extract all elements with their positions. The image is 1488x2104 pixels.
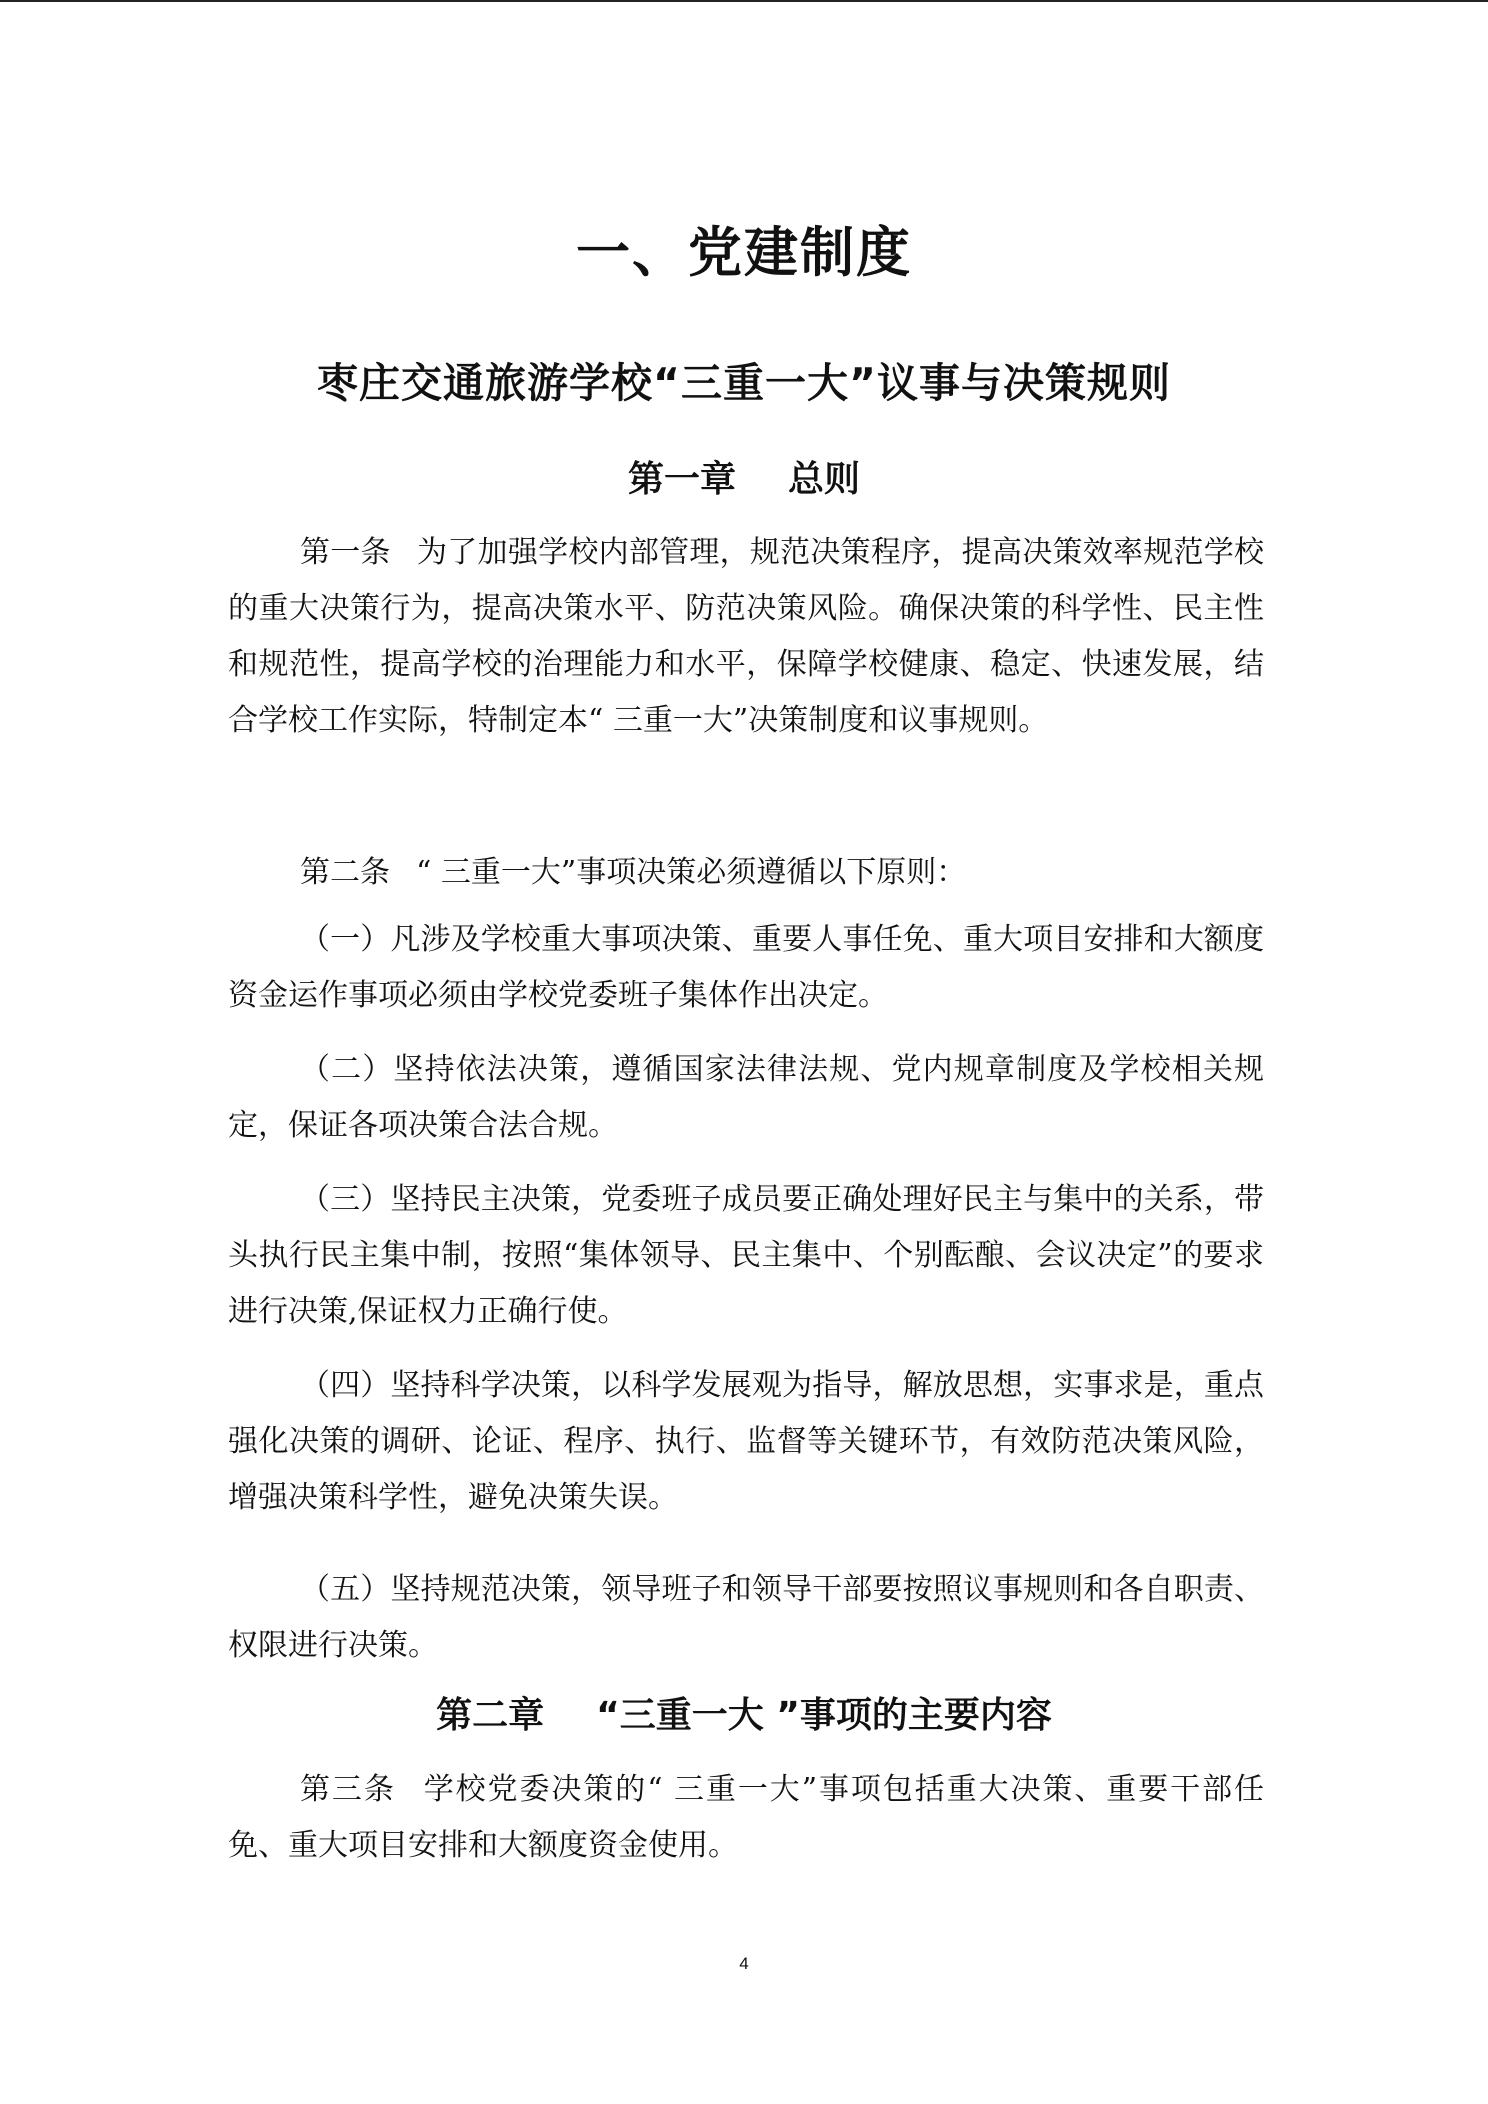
article-3-label: 第三条: [300, 1772, 396, 1807]
chapter-1-name: 总则: [788, 459, 861, 500]
principle-2: （二）坚持依法决策，遵循国家法律法规、党内规章制度及学校相关规定，保证各项决策合法合规。: [228, 1052, 1264, 1143]
principle-5: （五）坚持规范决策，领导班子和领导干部要按照议事规则和各自职责、权限进行决策。: [228, 1572, 1264, 1663]
section-title: 一、党建制度: [576, 221, 912, 284]
chapter-2-number: 第二章: [436, 1695, 545, 1736]
document-title: 枣庄交通旅游学校“三重一大”议事与决策规则: [317, 359, 1171, 407]
top-border-line: [0, 0, 1488, 2]
article-2-label: 第二条: [300, 855, 390, 890]
principle-3: （三）坚持民主决策，党委班子成员要正确处理好民主与集中的关系，带头执行民主集中制，按照“集体领导、民主集中、个别酝酿、会议决定”的要求进行决策,保证权力正确行使。: [228, 1182, 1264, 1329]
article-3: [228, 1762, 1264, 1874]
article-1: [228, 525, 1264, 749]
principle-4: （四）坚持科学决策，以科学发展观为指导，解放思想，实事求是，重点强化决策的调研、论证、程序、执行、监督等关键环节，有效防范决策风险，增强决策科学性，避免决策失误。: [228, 1368, 1264, 1515]
article-2: [228, 845, 1264, 901]
page-number: 4: [739, 1954, 749, 1973]
article-3-text: 学校党委决策的“ 三重一大”事项包括重大决策、重要干部任免、重大项目安排和大额度资金使用。: [228, 1772, 1264, 1863]
chapter-1-number: 第一章: [627, 459, 736, 500]
chapter-2-name: “三重一大 ”事项的主要内容: [596, 1695, 1052, 1736]
chapter-1-heading: [0, 455, 1488, 505]
principle-1: （一）凡涉及学校重大事项决策、重要人事任免、重大项目安排和大额度资金运作事项必须由学校党委班子集体作出决定。: [228, 922, 1264, 1013]
article-1-text: 为了加强学校内部管理，规范决策程序，提高决策效率规范学校的重大决策行为，提高决策水平、防范决策风险。确保决策的科学性、民主性和规范性，提高学校的治理能力和水平，保障学校健康、稳定、快速发展，结合学校工作实际，特制定本“ 三重一大”决策制度和议事规则。: [228, 535, 1265, 738]
article-2-text: “ 三重一大”事项决策必须遵循以下原则：: [416, 855, 967, 890]
article-1-label: 第一条: [300, 535, 391, 570]
chapter-2-heading: [0, 1691, 1488, 1741]
